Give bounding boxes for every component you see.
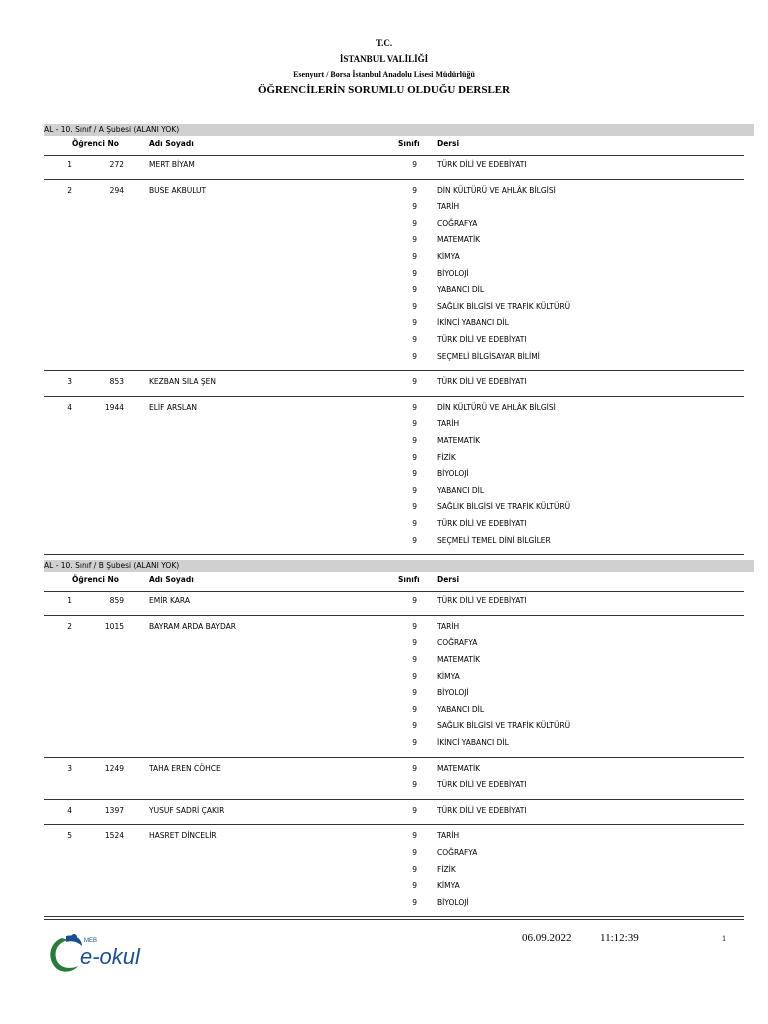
logo-eokul-text: e-okul <box>80 944 140 969</box>
course-grade: 9 <box>412 897 417 907</box>
course-name: TÜRK DİLİ VE EDEBİYATI <box>437 377 527 387</box>
course-name: DİN KÜLTÜRÜ VE AHLÂK BİLGİSİ <box>437 185 556 195</box>
course-name: İKİNCİ YABANCI DİL <box>437 318 509 328</box>
course-grade: 9 <box>412 831 417 841</box>
column-header-sinifi: Sınıfı <box>398 575 420 585</box>
student-name: HASRET DİNCELİR <box>149 831 217 841</box>
course-grade: 9 <box>412 185 417 195</box>
course-grade: 9 <box>412 721 417 731</box>
student-row-number: 2 <box>67 185 72 195</box>
course-name: SEÇMELİ BİLGİSAYAR BİLİMİ <box>437 351 540 361</box>
course-grade: 9 <box>412 377 417 387</box>
course-name: KİMYA <box>437 252 460 261</box>
course-grade: 9 <box>412 805 417 815</box>
column-header-dersi: Dersi <box>437 575 460 585</box>
course-name: YABANCI DİL <box>437 704 485 714</box>
course-name: COĞRAFYA <box>437 848 478 857</box>
course-name: TÜRK DİLİ VE EDEBİYATI <box>437 519 527 528</box>
column-header-adi-soyadi: Adı Soyadı <box>149 139 194 148</box>
course-name: TÜRK DİLİ VE EDEBİYATI <box>437 335 527 344</box>
course-grade: 9 <box>412 535 417 545</box>
page-number: 1 <box>722 934 726 943</box>
course-grade: 9 <box>412 621 417 631</box>
course-name: TARİH <box>437 202 460 212</box>
section-title: AL - 10. Sınıf / B Şubesi (ALANI YOK) <box>44 560 754 572</box>
course-name: TÜRK DİLİ VE EDEBİYATI <box>437 805 527 815</box>
student-divider <box>44 757 744 758</box>
student-number: 859 <box>109 596 124 606</box>
student-divider <box>44 824 744 825</box>
course-name: COĞRAFYA <box>437 638 478 648</box>
course-name: SAĞLIK BİLGİSİ VE TRAFİK KÜLTÜRÜ <box>437 721 571 731</box>
course-grade: 9 <box>412 419 417 429</box>
course-grade: 9 <box>412 502 417 512</box>
course-name: KİMYA <box>437 671 460 681</box>
course-grade: 9 <box>412 318 417 328</box>
course-grade: 9 <box>412 252 417 261</box>
course-grade: 9 <box>412 780 417 790</box>
course-grade: 9 <box>412 655 417 664</box>
student-divider <box>44 615 744 616</box>
course-name: MATEMATİK <box>437 763 481 773</box>
course-name: TARİH <box>437 419 460 429</box>
course-grade: 9 <box>412 763 417 773</box>
course-grade: 9 <box>412 218 417 228</box>
course-name: YABANCI DİL <box>437 485 485 495</box>
course-grade: 9 <box>412 351 417 361</box>
course-name: TÜRK DİLİ VE EDEBİYATI <box>437 160 527 169</box>
course-name: SAĞLIK BİLGİSİ VE TRAFİK KÜLTÜRÜ <box>437 502 571 512</box>
course-name: SAĞLIK BİLGİSİ VE TRAFİK KÜLTÜRÜ <box>437 301 571 311</box>
course-grade: 9 <box>412 519 417 528</box>
column-header-adi-soyadi: Adı Soyadı <box>149 575 194 585</box>
course-name: TARİH <box>437 831 460 841</box>
student-divider <box>44 179 744 180</box>
course-name: FİZİK <box>437 864 456 874</box>
course-grade: 9 <box>412 202 417 212</box>
course-name: MATEMATİK <box>437 235 481 245</box>
student-number: 1524 <box>104 831 124 841</box>
student-number: 272 <box>109 160 124 169</box>
student-number: 1249 <box>104 763 124 773</box>
course-grade: 9 <box>412 335 417 344</box>
student-number: 1015 <box>104 621 124 631</box>
student-row-number: 4 <box>67 402 72 412</box>
student-divider <box>44 799 744 800</box>
course-grade: 9 <box>412 235 417 245</box>
course-grade: 9 <box>412 436 417 445</box>
course-name: TARİH <box>437 621 460 631</box>
course-grade: 9 <box>412 881 417 891</box>
student-number: 853 <box>109 377 124 387</box>
column-header-sinifi: Sınıfı <box>398 139 420 148</box>
student-name: ELİF ARSLAN <box>149 402 198 412</box>
header-line1: T.C. <box>375 38 393 48</box>
student-row-number: 4 <box>67 805 72 815</box>
course-name: SEÇMELİ TEMEL DİNİ BİLGİLER <box>437 535 551 545</box>
header-divider <box>44 591 744 592</box>
course-name: FİZİK <box>437 452 456 462</box>
course-grade: 9 <box>412 469 417 479</box>
e-okul-logo <box>44 928 156 976</box>
student-divider <box>44 554 744 555</box>
student-name: TAHA EREN CÖHCE <box>149 763 221 773</box>
course-name: TÜRK DİLİ VE EDEBİYATI <box>437 780 527 790</box>
course-grade: 9 <box>412 688 417 698</box>
course-grade: 9 <box>412 704 417 714</box>
student-divider <box>44 916 744 917</box>
footer-date: 06.09.2022 <box>522 932 572 944</box>
course-grade: 9 <box>412 848 417 857</box>
course-grade: 9 <box>412 285 417 295</box>
course-grade: 9 <box>412 301 417 311</box>
student-row-number: 3 <box>67 763 72 773</box>
student-divider <box>44 396 744 397</box>
student-name: EMİR KARA <box>149 596 190 606</box>
course-grade: 9 <box>412 452 417 462</box>
course-name: MATEMATİK <box>437 436 481 445</box>
course-name: DİN KÜLTÜRÜ VE AHLÂK BİLGİSİ <box>437 402 556 412</box>
header-line3: Esenyurt / Borsa İstanbul Anadolu Lisesi Müdürlüğü <box>293 70 475 79</box>
course-name: İKİNCİ YABANCI DİL <box>437 738 509 747</box>
section-title: AL - 10. Sınıf / A Şubesi (ALANI YOK) <box>44 124 754 136</box>
student-number: 1397 <box>104 805 124 815</box>
course-name: COĞRAFYA <box>437 218 478 228</box>
course-grade: 9 <box>412 738 417 747</box>
column-header-ogrenci-no: Öğrenci No <box>72 139 119 148</box>
course-grade: 9 <box>412 596 417 606</box>
student-row-number: 1 <box>67 596 72 606</box>
course-grade: 9 <box>412 485 417 495</box>
student-name: MERT BİYAM <box>149 160 195 169</box>
course-name: MATEMATİK <box>437 655 481 664</box>
course-name: KİMYA <box>437 881 460 891</box>
column-header-ogrenci-no: Öğrenci No <box>72 575 119 585</box>
course-grade: 9 <box>412 160 417 169</box>
course-grade: 9 <box>412 268 417 278</box>
course-name: BİYOLOJİ <box>437 268 469 278</box>
course-name: TÜRK DİLİ VE EDEBİYATI <box>437 596 527 606</box>
course-name: BİYOLOJİ <box>437 469 469 479</box>
header-divider <box>44 155 744 156</box>
student-name: BAYRAM ARDA BAYDAR <box>149 621 236 631</box>
student-row-number: 2 <box>67 621 72 631</box>
header-line2: İSTANBUL VALİLİĞİ <box>339 54 429 64</box>
student-row-number: 5 <box>67 831 72 841</box>
column-header-dersi: Dersi <box>437 139 460 148</box>
course-grade: 9 <box>412 671 417 681</box>
student-name: KEZBAN SILA ŞEN <box>149 377 217 387</box>
student-number: 1944 <box>104 402 124 412</box>
footer-time: 11:12:39 <box>600 932 639 944</box>
course-grade: 9 <box>412 864 417 874</box>
course-grade: 9 <box>412 638 417 648</box>
student-row-number: 3 <box>67 377 72 387</box>
student-number: 294 <box>109 185 124 195</box>
course-name: BİYOLOJİ <box>437 897 469 907</box>
course-name: YABANCI DİL <box>437 285 485 295</box>
course-grade: 9 <box>412 402 417 412</box>
course-name: BİYOLOJİ <box>437 688 469 698</box>
student-name: YUSUF SADRİ ÇAKIR <box>149 805 225 815</box>
page-bottom-rule <box>44 919 744 920</box>
student-row-number: 1 <box>67 160 72 169</box>
logo-meb-text: MEB <box>84 938 98 944</box>
student-divider <box>44 370 744 371</box>
page-title: ÖĞRENCİLERİN SORUMLU OLDUĞU DERSLER <box>257 84 511 96</box>
student-name: BUSE AKBULUT <box>149 185 207 195</box>
